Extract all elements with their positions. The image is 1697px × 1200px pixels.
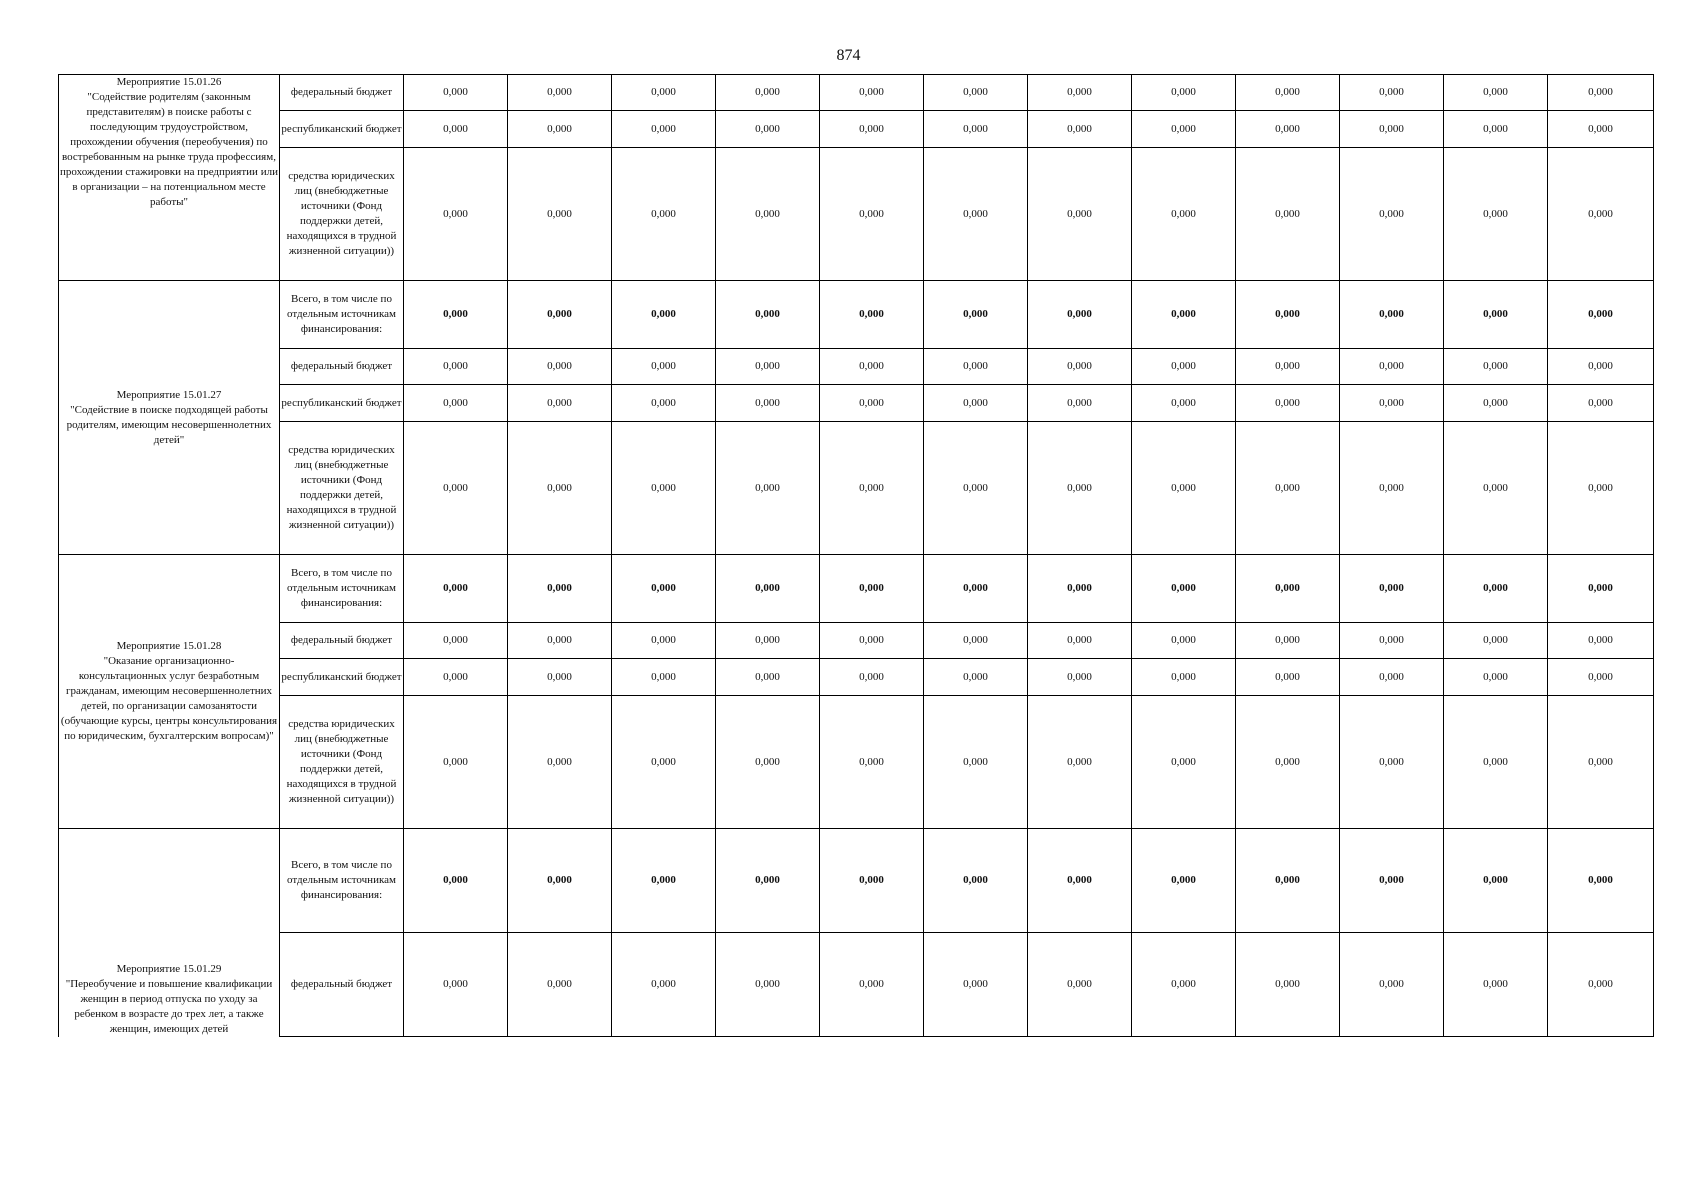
value-cell: 0,000	[404, 623, 508, 659]
table-row	[59, 933, 1654, 1037]
value-cell: 0,000	[508, 659, 612, 696]
value-cell: 0,000	[924, 281, 1028, 349]
value-cell: 0,000	[508, 349, 612, 385]
value-cell: 0,000	[820, 829, 924, 933]
value-cell: 0,000	[508, 111, 612, 148]
value-cell: 0,000	[1132, 555, 1236, 623]
value-cell: 0,000	[1444, 281, 1548, 349]
value-cell: 0,000	[1340, 148, 1444, 281]
value-cell: 0,000	[1236, 148, 1340, 281]
value-cell: 0,000	[1340, 422, 1444, 555]
value-cell: 0,000	[1444, 111, 1548, 148]
funding-source-republic: республиканский бюджет	[280, 111, 404, 148]
value-cell: 0,000	[1132, 829, 1236, 933]
value-cell: 0,000	[716, 111, 820, 148]
value-cell: 0,000	[1444, 422, 1548, 555]
value-cell: 0,000	[1236, 111, 1340, 148]
page-number: 874	[836, 47, 861, 64]
funding-source-legal: средства юридических лиц (внебюджетные источники (Фонд поддержки детей, находящихся в трудной жизненной ситуации))	[280, 148, 404, 281]
value-cell: 0,000	[924, 623, 1028, 659]
value-cell: 0,000	[1340, 933, 1444, 1037]
value-cell: 0,000	[612, 281, 716, 349]
value-cell: 0,000	[1236, 555, 1340, 623]
funding-source-total: Всего, в том числе по отдельным источникам финансирования:	[280, 281, 404, 349]
value-cell: 0,000	[404, 422, 508, 555]
value-cell: 0,000	[1132, 422, 1236, 555]
table-row	[59, 422, 1654, 555]
value-cell: 0,000	[820, 385, 924, 422]
value-cell: 0,000	[716, 829, 820, 933]
value-cell: 0,000	[1340, 111, 1444, 148]
table-row	[59, 281, 1654, 349]
value-cell: 0,000	[1340, 555, 1444, 623]
value-cell: 0,000	[716, 696, 820, 829]
value-cell: 0,000	[716, 555, 820, 623]
value-cell: 0,000	[1548, 933, 1654, 1037]
value-cell: 0,000	[924, 555, 1028, 623]
value-cell: 0,000	[612, 659, 716, 696]
funding-source-federal: федеральный бюджет	[280, 349, 404, 385]
value-cell: 0,000	[1028, 933, 1132, 1037]
measure-cell	[59, 829, 280, 1037]
value-cell: 0,000	[820, 696, 924, 829]
value-cell: 0,000	[820, 75, 924, 111]
value-cell: 0,000	[1548, 829, 1654, 933]
measure-title: Мероприятие 15.01.28	[116, 640, 222, 652]
measure-cell	[59, 555, 280, 829]
value-cell: 0,000	[508, 555, 612, 623]
value-cell: 0,000	[1236, 623, 1340, 659]
value-cell: 0,000	[1340, 349, 1444, 385]
funding-source-federal: федеральный бюджет	[280, 623, 404, 659]
value-cell: 0,000	[508, 623, 612, 659]
funding-source-total: Всего, в том числе по отдельным источникам финансирования:	[280, 555, 404, 623]
value-cell: 0,000	[508, 933, 612, 1037]
measure-text: "Оказание организационно-консультационных услуг безработным гражданам, имеющим несовершеннолетних детей, по организации самозанятости (обучающие курсы, центры консультирования по юридическим, бухгалтерским вопросам)"	[60, 655, 278, 742]
value-cell: 0,000	[1236, 385, 1340, 422]
value-cell: 0,000	[404, 281, 508, 349]
value-cell: 0,000	[924, 422, 1028, 555]
value-cell: 0,000	[924, 111, 1028, 148]
value-cell: 0,000	[716, 623, 820, 659]
value-cell: 0,000	[1444, 385, 1548, 422]
value-cell: 0,000	[716, 148, 820, 281]
value-cell: 0,000	[1132, 385, 1236, 422]
value-cell: 0,000	[508, 385, 612, 422]
value-cell: 0,000	[1236, 422, 1340, 555]
value-cell: 0,000	[508, 829, 612, 933]
value-cell: 0,000	[1444, 623, 1548, 659]
value-cell: 0,000	[612, 148, 716, 281]
value-cell: 0,000	[508, 148, 612, 281]
measure-cell	[59, 281, 280, 555]
value-cell: 0,000	[1028, 111, 1132, 148]
value-cell: 0,000	[1028, 555, 1132, 623]
value-cell: 0,000	[1340, 659, 1444, 696]
value-cell: 0,000	[508, 281, 612, 349]
value-cell: 0,000	[612, 75, 716, 111]
value-cell: 0,000	[1548, 281, 1654, 349]
funding-source-total: Всего, в том числе по отдельным источникам финансирования:	[280, 829, 404, 933]
value-cell: 0,000	[1548, 659, 1654, 696]
value-cell: 0,000	[612, 111, 716, 148]
value-cell: 0,000	[508, 696, 612, 829]
funding-source-republic: республиканский бюджет	[280, 385, 404, 422]
table-row	[59, 696, 1654, 829]
measure-text: "Содействие в поиске подходящей работы родителям, имеющим несовершеннолетних детей"	[66, 403, 272, 446]
value-cell: 0,000	[716, 75, 820, 111]
value-cell: 0,000	[1444, 75, 1548, 111]
value-cell: 0,000	[612, 349, 716, 385]
value-cell: 0,000	[716, 422, 820, 555]
value-cell: 0,000	[612, 385, 716, 422]
value-cell: 0,000	[1028, 349, 1132, 385]
value-cell: 0,000	[1548, 111, 1654, 148]
value-cell: 0,000	[1028, 281, 1132, 349]
value-cell: 0,000	[1548, 696, 1654, 829]
value-cell: 0,000	[404, 933, 508, 1037]
table-row	[59, 111, 1654, 148]
value-cell: 0,000	[820, 349, 924, 385]
value-cell: 0,000	[1236, 659, 1340, 696]
value-cell: 0,000	[1132, 111, 1236, 148]
value-cell: 0,000	[404, 111, 508, 148]
value-cell: 0,000	[1236, 75, 1340, 111]
value-cell: 0,000	[1340, 829, 1444, 933]
value-cell: 0,000	[1132, 75, 1236, 111]
value-cell: 0,000	[820, 148, 924, 281]
value-cell: 0,000	[1132, 349, 1236, 385]
funding-source-legal: средства юридических лиц (внебюджетные источники (Фонд поддержки детей, находящихся в трудной жизненной ситуации))	[280, 696, 404, 829]
value-cell: 0,000	[716, 281, 820, 349]
value-cell: 0,000	[1444, 659, 1548, 696]
value-cell: 0,000	[404, 555, 508, 623]
value-cell: 0,000	[820, 933, 924, 1037]
table-row	[59, 148, 1654, 281]
value-cell: 0,000	[820, 422, 924, 555]
value-cell: 0,000	[924, 349, 1028, 385]
value-cell: 0,000	[1028, 148, 1132, 281]
value-cell: 0,000	[1132, 659, 1236, 696]
value-cell: 0,000	[716, 349, 820, 385]
value-cell: 0,000	[1028, 75, 1132, 111]
table-row	[59, 75, 1654, 111]
value-cell: 0,000	[716, 933, 820, 1037]
value-cell: 0,000	[404, 349, 508, 385]
funding-source-legal: средства юридических лиц (внебюджетные источники (Фонд поддержки детей, находящихся в трудной жизненной ситуации))	[280, 422, 404, 555]
value-cell: 0,000	[820, 659, 924, 696]
measure-text: "Содействие родителям (законным представителям) в поиске работы с последующим трудоустройством, прохождении обучения (переобучения) по востребованным на рынке труда профессиям, прохождении стажировки на предприятии или в организации – на потенциальном месте работы"	[60, 91, 278, 208]
value-cell: 0,000	[1028, 422, 1132, 555]
funding-source-republic: республиканский бюджет	[280, 659, 404, 696]
value-cell: 0,000	[716, 385, 820, 422]
value-cell: 0,000	[1236, 696, 1340, 829]
value-cell: 0,000	[924, 75, 1028, 111]
value-cell: 0,000	[1548, 148, 1654, 281]
value-cell: 0,000	[1132, 623, 1236, 659]
value-cell: 0,000	[1444, 696, 1548, 829]
value-cell: 0,000	[1028, 385, 1132, 422]
value-cell: 0,000	[1548, 555, 1654, 623]
value-cell: 0,000	[1236, 933, 1340, 1037]
measure-title: Мероприятие 15.01.26	[116, 76, 222, 88]
value-cell: 0,000	[1236, 281, 1340, 349]
value-cell: 0,000	[1444, 829, 1548, 933]
value-cell: 0,000	[1028, 829, 1132, 933]
value-cell: 0,000	[1340, 75, 1444, 111]
table-row	[59, 555, 1654, 623]
value-cell: 0,000	[404, 696, 508, 829]
value-cell: 0,000	[716, 659, 820, 696]
value-cell: 0,000	[404, 385, 508, 422]
value-cell: 0,000	[612, 555, 716, 623]
value-cell: 0,000	[1236, 349, 1340, 385]
measure-cell	[59, 75, 280, 281]
funding-table	[58, 74, 1654, 1037]
value-cell: 0,000	[612, 696, 716, 829]
measure-title: Мероприятие 15.01.29	[116, 962, 222, 975]
value-cell: 0,000	[404, 75, 508, 111]
measure-title: Мероприятие 15.01.27	[116, 388, 222, 401]
value-cell: 0,000	[1444, 349, 1548, 385]
value-cell: 0,000	[820, 555, 924, 623]
table-row	[59, 623, 1654, 659]
value-cell: 0,000	[508, 422, 612, 555]
value-cell: 0,000	[820, 281, 924, 349]
table-row	[59, 659, 1654, 696]
measure-text: "Переобучение и повышение квалификации женщин в период отпуска по уходу за ребенком в возрасте до трех лет, а также женщин, имеющих детей	[65, 977, 273, 1035]
value-cell: 0,000	[508, 75, 612, 111]
value-cell: 0,000	[1548, 385, 1654, 422]
funding-source-federal: федеральный бюджет	[280, 933, 404, 1037]
value-cell: 0,000	[404, 148, 508, 281]
funding-source-federal: федеральный бюджет	[280, 75, 404, 111]
value-cell: 0,000	[1548, 75, 1654, 111]
value-cell: 0,000	[612, 933, 716, 1037]
value-cell: 0,000	[1340, 696, 1444, 829]
value-cell: 0,000	[924, 696, 1028, 829]
value-cell: 0,000	[1548, 349, 1654, 385]
value-cell: 0,000	[924, 659, 1028, 696]
value-cell: 0,000	[1028, 623, 1132, 659]
value-cell: 0,000	[1132, 933, 1236, 1037]
value-cell: 0,000	[1444, 148, 1548, 281]
value-cell: 0,000	[820, 623, 924, 659]
table-row	[59, 385, 1654, 422]
value-cell: 0,000	[924, 148, 1028, 281]
value-cell: 0,000	[1132, 696, 1236, 829]
value-cell: 0,000	[1028, 659, 1132, 696]
value-cell: 0,000	[404, 829, 508, 933]
value-cell: 0,000	[1444, 555, 1548, 623]
value-cell: 0,000	[1340, 385, 1444, 422]
value-cell: 0,000	[612, 422, 716, 555]
value-cell: 0,000	[1340, 281, 1444, 349]
value-cell: 0,000	[612, 829, 716, 933]
value-cell: 0,000	[924, 933, 1028, 1037]
value-cell: 0,000	[1444, 933, 1548, 1037]
value-cell: 0,000	[1548, 422, 1654, 555]
value-cell: 0,000	[924, 829, 1028, 933]
value-cell: 0,000	[924, 385, 1028, 422]
value-cell: 0,000	[612, 623, 716, 659]
table-row	[59, 349, 1654, 385]
value-cell: 0,000	[1548, 623, 1654, 659]
value-cell: 0,000	[1028, 696, 1132, 829]
value-cell: 0,000	[1236, 829, 1340, 933]
value-cell: 0,000	[1132, 281, 1236, 349]
value-cell: 0,000	[1132, 148, 1236, 281]
value-cell: 0,000	[404, 659, 508, 696]
value-cell: 0,000	[1340, 623, 1444, 659]
table-row	[59, 829, 1654, 933]
value-cell: 0,000	[820, 111, 924, 148]
